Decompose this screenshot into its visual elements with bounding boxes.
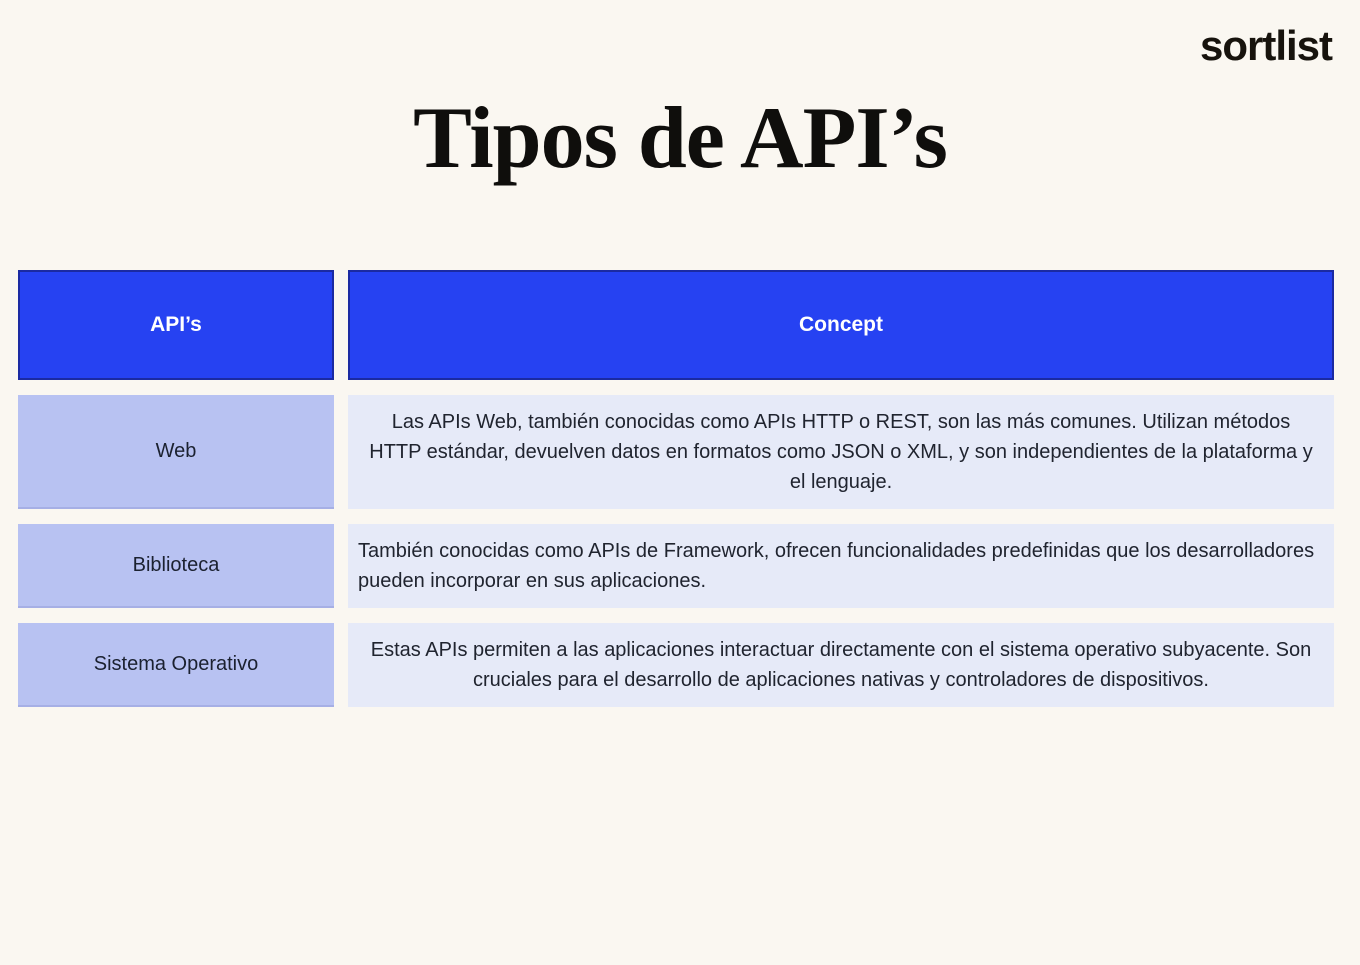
- row-biblioteca-concept: También conocidas como APIs de Framework, ofrecen funcionalidades predefinidas que los desarrolladores pueden incorporar en sus aplicaciones.: [348, 524, 1334, 608]
- row-sistema-operativo-concept: Estas APIs permiten a las aplicaciones interactuar directamente con el sistema operativo subyacente. Son cruciales para el desarrollo de aplicaciones nativas y controladores de dispositivos.: [348, 623, 1334, 707]
- column-header-concept: Concept: [348, 270, 1334, 380]
- sortlist-logo: sortlist: [1199, 22, 1332, 69]
- row-web-concept: Las APIs Web, también conocidas como APIs HTTP o REST, son las más comunes. Utilizan métodos HTTP estándar, devuelven datos en formatos como JSON o XML, y son independientes de la plataforma y el lenguaje.: [348, 395, 1334, 509]
- row-biblioteca-label: Biblioteca: [18, 524, 334, 608]
- row-web-label: Web: [18, 395, 334, 509]
- column-header-apis: API’s: [18, 270, 334, 380]
- api-types-table: [18, 270, 1334, 707]
- row-sistema-operativo-label: Sistema Operativo: [18, 623, 334, 707]
- page-title: Tipos de API’s: [413, 90, 947, 187]
